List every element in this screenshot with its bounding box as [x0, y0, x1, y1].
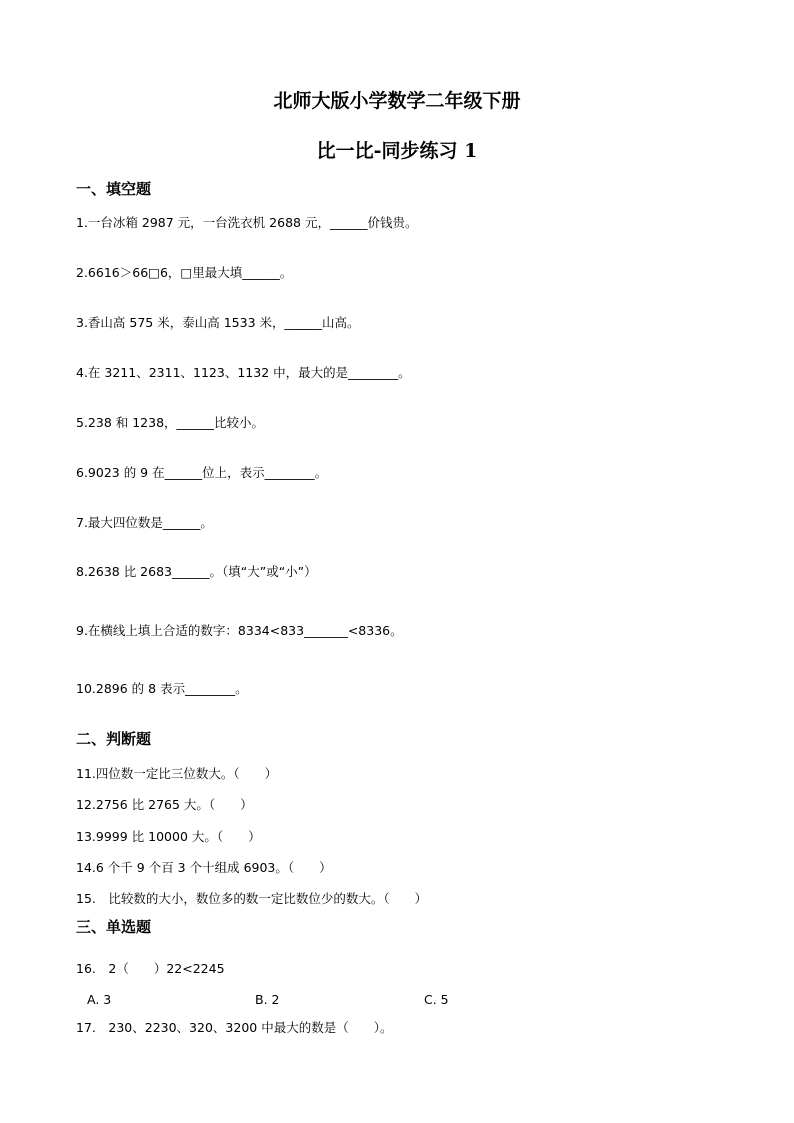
question-16-option-b: B. 2	[255, 992, 280, 1007]
question-13: 13.9999 比 10000 大。（ ）	[76, 829, 261, 844]
question-4: 4.在 3211、2311、1123、1132 中，最大的是________。	[76, 365, 411, 380]
page-subtitle: 比一比-同步练习 1	[316, 140, 478, 162]
question-8: 8.2638 比 2683______。（填“大”或“小”）	[76, 564, 317, 579]
section-heading-fill: 一、填空题	[76, 180, 152, 198]
question-6: 6.9023 的 9 在______位上，表示________。	[76, 465, 328, 480]
question-16-option-a: A. 3	[87, 992, 112, 1007]
question-16-option-c: C. 5	[424, 992, 449, 1007]
question-5: 5.238 和 1238，______比较小。	[76, 415, 265, 430]
question-15: 15. 比较数的大小，数位多的数一定比数位少的数大。（ ）	[76, 891, 428, 906]
question-11: 11.四位数一定比三位数大。（ ）	[76, 766, 278, 781]
section-heading-judge: 二、判断题	[76, 730, 152, 748]
question-14: 14.6 个千 9 个百 3 个十组成 6903。（ ）	[76, 860, 332, 875]
question-2: 2.6616＞66□6，□里最大填______。	[76, 265, 293, 280]
question-17: 17. 230、2230、320、3200 中最大的数是（ ）。	[76, 1020, 393, 1035]
question-7: 7.最大四位数是______。	[76, 515, 213, 530]
question-16: 16. 2（ ）22<2245	[76, 961, 225, 976]
question-10: 10.2896 的 8 表示________。	[76, 681, 248, 696]
question-3: 3.香山高 575 米，泰山高 1533 米，______山高。	[76, 315, 360, 330]
question-1: 1.一台冰箱 2987 元，一台洗衣机 2688 元，______价钱贵。	[76, 215, 418, 230]
question-9: 9.在横线上填上合适的数字：8334<833_______<8336。	[76, 623, 403, 638]
page-title: 北师大版小学数学二年级下册	[273, 90, 521, 112]
question-12: 12.2756 比 2765 大。（ ）	[76, 797, 253, 812]
section-heading-choice: 三、单选题	[76, 918, 152, 936]
